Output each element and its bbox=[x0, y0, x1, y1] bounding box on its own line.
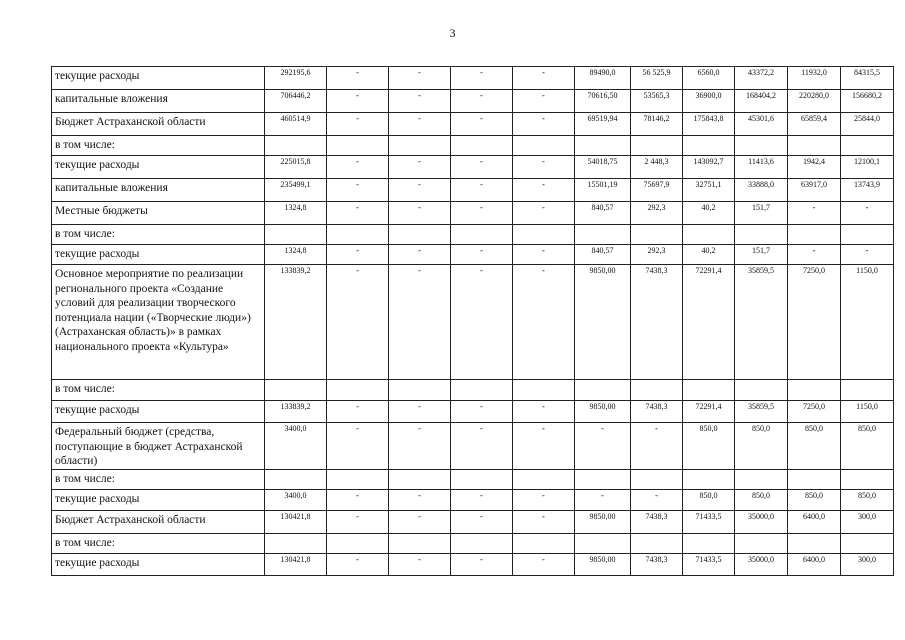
table-cell: 89490,0 bbox=[575, 67, 631, 90]
table-cell: - bbox=[788, 202, 841, 225]
table-cell bbox=[631, 380, 683, 401]
table-cell: 25844,0 bbox=[841, 113, 894, 136]
table-cell: - bbox=[451, 156, 513, 179]
table-row bbox=[52, 470, 894, 490]
table-cell: - bbox=[389, 245, 451, 265]
row-label: Основное мероприятие по реализации регионального проекта «Создание условий для реализации творческого потенциала нации («Творческие люди») (Астраханская область)» в рамках национального проекта «Культура» bbox=[52, 265, 265, 380]
table-cell: - bbox=[389, 179, 451, 202]
row-label: в том числе: bbox=[52, 534, 265, 554]
table-cell: 156680,2 bbox=[841, 90, 894, 113]
table-cell: - bbox=[575, 423, 631, 470]
table-cell bbox=[841, 225, 894, 245]
table-cell: 43372,2 bbox=[735, 67, 788, 90]
table-cell bbox=[575, 534, 631, 554]
table-row bbox=[52, 534, 894, 554]
table-cell bbox=[683, 380, 735, 401]
table-row bbox=[52, 67, 894, 90]
table-cell: 54018,75 bbox=[575, 156, 631, 179]
table-cell: - bbox=[451, 423, 513, 470]
table-cell: 32751,1 bbox=[683, 179, 735, 202]
table-cell bbox=[451, 470, 513, 490]
table-cell: 840,57 bbox=[575, 202, 631, 225]
table-cell: 11932,0 bbox=[788, 67, 841, 90]
table-cell: 72291,4 bbox=[683, 401, 735, 423]
table-cell bbox=[683, 470, 735, 490]
table-cell: 850,0 bbox=[683, 490, 735, 511]
row-label: Федеральный бюджет (средства, поступающие в бюджет Астраханской области) bbox=[52, 423, 265, 470]
table-cell: 65859,4 bbox=[788, 113, 841, 136]
row-label: текущие расходы bbox=[52, 156, 265, 179]
table-cell: - bbox=[841, 202, 894, 225]
table-cell: 71433,5 bbox=[683, 511, 735, 534]
table-row bbox=[52, 156, 894, 179]
table-cell bbox=[735, 136, 788, 156]
table-cell: 292195,6 bbox=[265, 67, 327, 90]
table-cell bbox=[841, 470, 894, 490]
table-cell bbox=[389, 534, 451, 554]
table-cell: - bbox=[327, 90, 389, 113]
table-cell: - bbox=[513, 490, 575, 511]
table-cell bbox=[575, 470, 631, 490]
table-cell: 40,2 bbox=[683, 245, 735, 265]
table-cell: 15501,19 bbox=[575, 179, 631, 202]
table-cell: 9850,00 bbox=[575, 554, 631, 576]
table-cell bbox=[735, 470, 788, 490]
table-cell bbox=[735, 225, 788, 245]
table-cell: - bbox=[631, 423, 683, 470]
table-cell: 2 448,3 bbox=[631, 156, 683, 179]
table-cell: 6400,0 bbox=[788, 511, 841, 534]
table-cell: 133839,2 bbox=[265, 265, 327, 380]
table-cell: 220280,0 bbox=[788, 90, 841, 113]
table-cell: 850,0 bbox=[841, 423, 894, 470]
table-cell bbox=[265, 534, 327, 554]
table-cell: 63917,0 bbox=[788, 179, 841, 202]
table-cell bbox=[389, 136, 451, 156]
table-cell: - bbox=[327, 245, 389, 265]
table-cell: - bbox=[513, 401, 575, 423]
table-cell bbox=[683, 225, 735, 245]
table-cell: - bbox=[513, 179, 575, 202]
table-cell bbox=[683, 136, 735, 156]
table-cell: 1150,0 bbox=[841, 401, 894, 423]
table-cell: 143092,7 bbox=[683, 156, 735, 179]
table-cell: 9850,00 bbox=[575, 511, 631, 534]
table-cell: 225015,8 bbox=[265, 156, 327, 179]
table-cell: - bbox=[327, 113, 389, 136]
table-cell: 3400,0 bbox=[265, 490, 327, 511]
table-cell bbox=[451, 380, 513, 401]
table-cell: 850,0 bbox=[841, 490, 894, 511]
table-cell: - bbox=[631, 490, 683, 511]
table-cell bbox=[841, 136, 894, 156]
table-cell: - bbox=[841, 245, 894, 265]
table-cell bbox=[575, 136, 631, 156]
table-cell bbox=[451, 225, 513, 245]
table-cell: 12100,1 bbox=[841, 156, 894, 179]
table-row bbox=[52, 423, 894, 470]
table-cell: - bbox=[389, 67, 451, 90]
table-cell: 36900,0 bbox=[683, 90, 735, 113]
row-label: Местные бюджеты bbox=[52, 202, 265, 225]
table-cell: 460514,9 bbox=[265, 113, 327, 136]
table-row bbox=[52, 265, 894, 380]
table-cell: - bbox=[327, 511, 389, 534]
table-cell: 840,57 bbox=[575, 245, 631, 265]
table-cell bbox=[451, 534, 513, 554]
table-cell: 56 525,9 bbox=[631, 67, 683, 90]
table-cell: 300,0 bbox=[841, 554, 894, 576]
table-cell: 33888,0 bbox=[735, 179, 788, 202]
table-cell: 151,7 bbox=[735, 245, 788, 265]
table-cell: - bbox=[513, 90, 575, 113]
table-row bbox=[52, 511, 894, 534]
table-cell: - bbox=[389, 156, 451, 179]
table-cell: - bbox=[389, 202, 451, 225]
table-cell bbox=[513, 470, 575, 490]
table-cell: - bbox=[327, 179, 389, 202]
table-cell: 70616,50 bbox=[575, 90, 631, 113]
table-cell: - bbox=[513, 423, 575, 470]
table-cell: 1942,4 bbox=[788, 156, 841, 179]
table-cell: - bbox=[451, 90, 513, 113]
table-cell bbox=[575, 380, 631, 401]
table-cell: 292,3 bbox=[631, 245, 683, 265]
table-cell: - bbox=[327, 423, 389, 470]
table-cell bbox=[513, 136, 575, 156]
table-cell bbox=[389, 225, 451, 245]
table-cell: - bbox=[389, 113, 451, 136]
table-cell: 71433,5 bbox=[683, 554, 735, 576]
table-cell: 706446,2 bbox=[265, 90, 327, 113]
table-cell: - bbox=[389, 490, 451, 511]
row-label: капитальные вложения bbox=[52, 179, 265, 202]
budget-table bbox=[51, 66, 894, 576]
table-cell: - bbox=[513, 554, 575, 576]
table-cell: - bbox=[327, 554, 389, 576]
table-cell: 6560,0 bbox=[683, 67, 735, 90]
table-cell: - bbox=[327, 490, 389, 511]
table-cell: 850,0 bbox=[735, 490, 788, 511]
table-cell: 1324,8 bbox=[265, 202, 327, 225]
table-cell: - bbox=[451, 245, 513, 265]
table-cell: 130421,8 bbox=[265, 554, 327, 576]
row-label: капитальные вложения bbox=[52, 90, 265, 113]
row-label: текущие расходы bbox=[52, 401, 265, 423]
table-cell bbox=[631, 470, 683, 490]
table-cell: 53565,3 bbox=[631, 90, 683, 113]
page-number: 3 bbox=[449, 26, 456, 40]
table-cell bbox=[513, 380, 575, 401]
table-cell: 175843,8 bbox=[683, 113, 735, 136]
table-cell bbox=[513, 225, 575, 245]
table-cell: - bbox=[451, 511, 513, 534]
table-cell: 151,7 bbox=[735, 202, 788, 225]
table-cell bbox=[788, 534, 841, 554]
table-cell bbox=[575, 225, 631, 245]
table-cell bbox=[327, 225, 389, 245]
row-label: Бюджет Астраханской области bbox=[52, 113, 265, 136]
table-cell bbox=[451, 136, 513, 156]
table-cell bbox=[389, 470, 451, 490]
table-cell: 72291,4 bbox=[683, 265, 735, 380]
table-row bbox=[52, 90, 894, 113]
row-label: текущие расходы bbox=[52, 490, 265, 511]
row-label: в том числе: bbox=[52, 225, 265, 245]
table-cell: 850,0 bbox=[735, 423, 788, 470]
row-label: в том числе: bbox=[52, 470, 265, 490]
table-row bbox=[52, 401, 894, 423]
table-cell: - bbox=[389, 423, 451, 470]
table-cell: - bbox=[451, 265, 513, 380]
table-row bbox=[52, 179, 894, 202]
table-cell bbox=[631, 534, 683, 554]
table-cell bbox=[788, 136, 841, 156]
table-cell: 45301,6 bbox=[735, 113, 788, 136]
table-cell: - bbox=[389, 511, 451, 534]
table-cell: 7250,0 bbox=[788, 401, 841, 423]
table-cell: - bbox=[575, 490, 631, 511]
table-cell: - bbox=[389, 401, 451, 423]
row-label: в том числе: bbox=[52, 136, 265, 156]
table-cell: 168404,2 bbox=[735, 90, 788, 113]
table-cell: 75697,9 bbox=[631, 179, 683, 202]
table-cell: 300,0 bbox=[841, 511, 894, 534]
table-row bbox=[52, 113, 894, 136]
table-cell: - bbox=[451, 113, 513, 136]
table-cell: - bbox=[513, 245, 575, 265]
table-cell bbox=[841, 380, 894, 401]
table-cell: 235499,1 bbox=[265, 179, 327, 202]
table-cell: 7438,3 bbox=[631, 554, 683, 576]
table-cell: 9850,00 bbox=[575, 265, 631, 380]
table-row bbox=[52, 490, 894, 511]
table-cell: - bbox=[451, 554, 513, 576]
table-row bbox=[52, 554, 894, 576]
table-cell: 850,0 bbox=[788, 490, 841, 511]
table-cell: - bbox=[451, 202, 513, 225]
table-cell: 850,0 bbox=[788, 423, 841, 470]
table-cell: - bbox=[327, 202, 389, 225]
row-label: Бюджет Астраханской области bbox=[52, 511, 265, 534]
table-cell: 850,0 bbox=[683, 423, 735, 470]
row-label: в том числе: bbox=[52, 380, 265, 401]
table-row bbox=[52, 202, 894, 225]
table-cell: - bbox=[451, 179, 513, 202]
table-cell: 9850,00 bbox=[575, 401, 631, 423]
table-cell: 40,2 bbox=[683, 202, 735, 225]
table-cell: - bbox=[513, 511, 575, 534]
table-cell: 6400,0 bbox=[788, 554, 841, 576]
table-cell: 13743,9 bbox=[841, 179, 894, 202]
table-cell: - bbox=[788, 245, 841, 265]
table-cell bbox=[841, 534, 894, 554]
table-cell: - bbox=[327, 401, 389, 423]
table-cell: - bbox=[451, 401, 513, 423]
table-cell: 35000,0 bbox=[735, 511, 788, 534]
table-cell: 292,3 bbox=[631, 202, 683, 225]
table-cell: 133839,2 bbox=[265, 401, 327, 423]
table-cell bbox=[788, 380, 841, 401]
table-cell bbox=[327, 534, 389, 554]
row-label: текущие расходы bbox=[52, 554, 265, 576]
table-cell: - bbox=[327, 265, 389, 380]
table-cell bbox=[735, 534, 788, 554]
table-cell: 84315,5 bbox=[841, 67, 894, 90]
table-cell: 1150,0 bbox=[841, 265, 894, 380]
table-cell bbox=[683, 534, 735, 554]
table-cell: - bbox=[513, 202, 575, 225]
table-cell bbox=[265, 380, 327, 401]
table-cell bbox=[788, 470, 841, 490]
table-cell: - bbox=[389, 554, 451, 576]
table-cell bbox=[327, 136, 389, 156]
table-cell: - bbox=[451, 67, 513, 90]
table-cell: 7438,3 bbox=[631, 401, 683, 423]
table-cell: - bbox=[389, 265, 451, 380]
row-label: текущие расходы bbox=[52, 67, 265, 90]
table-cell: - bbox=[513, 113, 575, 136]
table-cell bbox=[631, 136, 683, 156]
table-cell: - bbox=[513, 156, 575, 179]
table-cell bbox=[513, 534, 575, 554]
table-cell: - bbox=[513, 67, 575, 90]
table-cell bbox=[265, 136, 327, 156]
table-row bbox=[52, 136, 894, 156]
table-cell: - bbox=[451, 490, 513, 511]
table-cell bbox=[735, 380, 788, 401]
table-cell: - bbox=[327, 156, 389, 179]
table-cell bbox=[327, 470, 389, 490]
table-cell: 130421,8 bbox=[265, 511, 327, 534]
table-cell: 3400,0 bbox=[265, 423, 327, 470]
table-cell: 7438,3 bbox=[631, 265, 683, 380]
table-cell: 35859,5 bbox=[735, 265, 788, 380]
table-cell: 35859,5 bbox=[735, 401, 788, 423]
table-cell: 7250,0 bbox=[788, 265, 841, 380]
table-cell: 69519,94 bbox=[575, 113, 631, 136]
table-cell: - bbox=[389, 90, 451, 113]
table-cell bbox=[389, 380, 451, 401]
table-cell: 1324,8 bbox=[265, 245, 327, 265]
table-cell bbox=[265, 225, 327, 245]
table-cell: 7438,3 bbox=[631, 511, 683, 534]
table-cell: - bbox=[327, 67, 389, 90]
table-cell: 78146,2 bbox=[631, 113, 683, 136]
table-cell bbox=[788, 225, 841, 245]
table-row bbox=[52, 380, 894, 401]
row-label: текущие расходы bbox=[52, 245, 265, 265]
table-row bbox=[52, 245, 894, 265]
table-cell: 11413,6 bbox=[735, 156, 788, 179]
table-cell: 35000,0 bbox=[735, 554, 788, 576]
table-cell: - bbox=[513, 265, 575, 380]
table-cell bbox=[631, 225, 683, 245]
budget-table-body bbox=[52, 67, 894, 576]
table-row bbox=[52, 225, 894, 245]
table-cell bbox=[265, 470, 327, 490]
table-cell bbox=[327, 380, 389, 401]
